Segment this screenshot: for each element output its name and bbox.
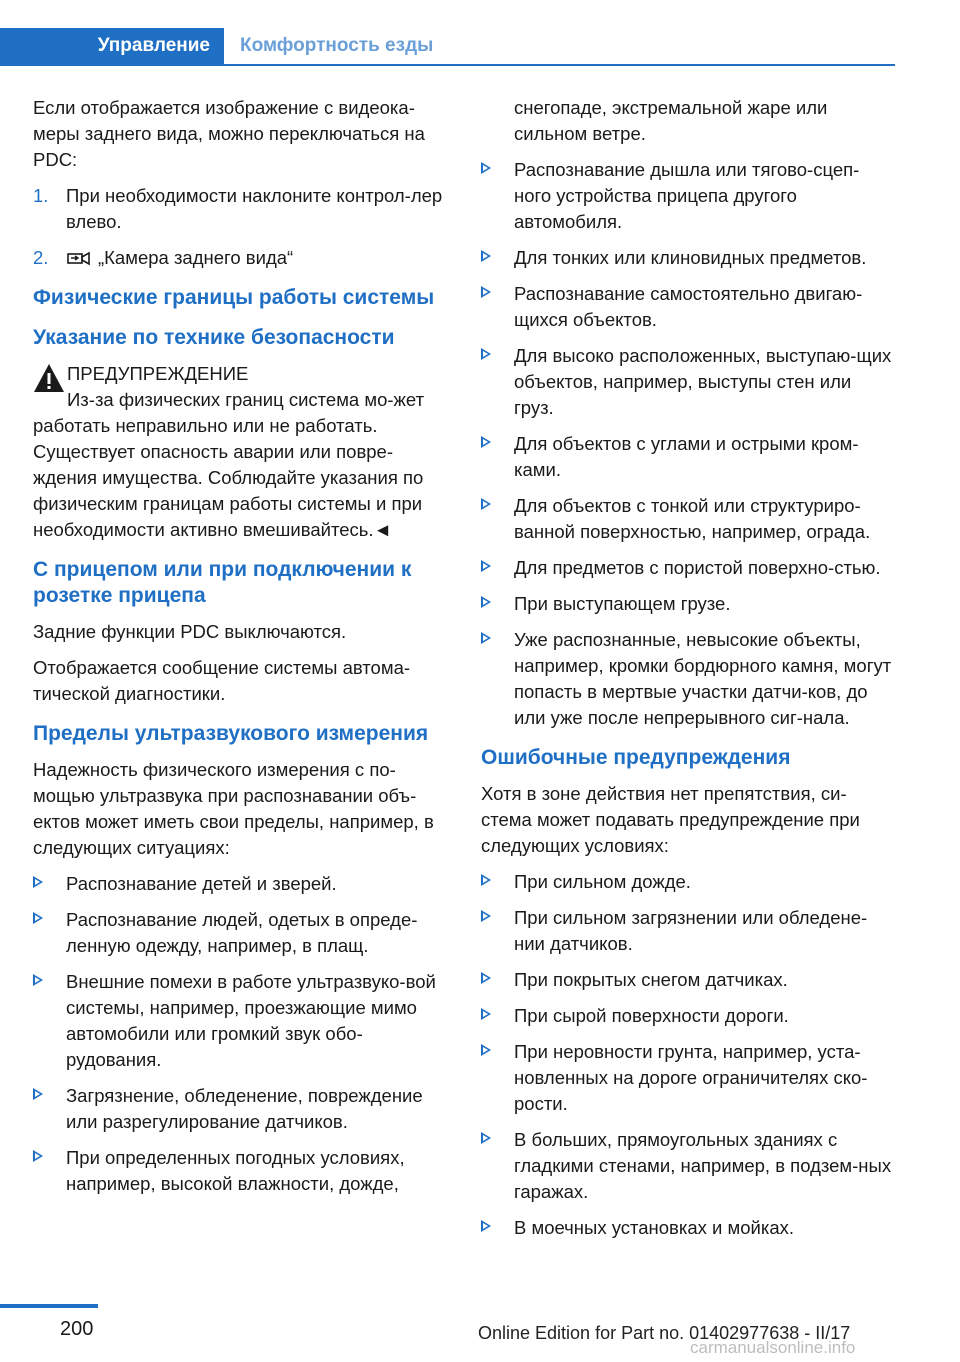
bullet-arrow-icon	[33, 912, 43, 924]
heading-safety: Указание по технике безопасности	[33, 326, 395, 349]
list-item	[481, 245, 896, 271]
bullet-arrow-icon	[481, 286, 491, 298]
list-item	[33, 1083, 448, 1135]
heading-trailer: С прицепом или при подключении к розетке прицепа	[33, 558, 412, 607]
list-item	[481, 555, 896, 581]
heading-false-warnings: Ошибочные предупреждения	[481, 746, 791, 769]
list-item	[33, 969, 448, 1073]
list-item	[481, 1003, 896, 1029]
tab-driving-comfort[interactable]: Комфортность езды	[240, 35, 434, 56]
footer-divider	[0, 1304, 98, 1308]
list-item-text: При покрытых снегом датчиках.	[514, 969, 788, 990]
continued-text: снегопаде, экстремальной жаре или сильном ветре.	[514, 97, 828, 144]
list-item-text: Загрязнение, обледенение, повреждение или разрегулирование датчиков.	[66, 1085, 423, 1132]
bullet-arrow-icon	[33, 876, 43, 888]
header-tabbar	[0, 28, 895, 66]
bullet-arrow-icon	[481, 972, 491, 984]
list-item-text: При неровности грунта, например, уста-новленных на дороге ограничителях ско-рости.	[514, 1041, 868, 1114]
bullet-arrow-icon	[481, 162, 491, 174]
list-item	[481, 1039, 896, 1117]
bullet-arrow-icon	[481, 498, 491, 510]
warning-triangle-icon	[33, 363, 65, 393]
right-column	[481, 95, 896, 1251]
list-item-text: Распознавание людей, одетых в опреде-ленную одежду, например, в плащ.	[66, 909, 418, 956]
bullet-arrow-icon	[481, 1008, 491, 1020]
list-item	[481, 157, 896, 235]
list-item	[481, 627, 896, 731]
bullet-arrow-icon	[481, 1132, 491, 1144]
list-item	[481, 431, 896, 483]
bullet-arrow-icon	[481, 1044, 491, 1056]
step-1	[33, 183, 448, 235]
list-item	[481, 905, 896, 957]
trailer-paragraph-2: Отображается сообщение системы автома-тической диагностики.	[33, 657, 411, 704]
list-item	[481, 493, 896, 545]
list-item-text: При сырой поверхности дороги.	[514, 1005, 789, 1026]
list-item-text: Для предметов с пористой поверхно-стью.	[514, 557, 881, 578]
bullet-arrow-icon	[481, 560, 491, 572]
list-item	[481, 1127, 896, 1205]
step-2	[33, 245, 448, 271]
list-item-text: Для высоко расположенных, выступаю-щих объектов, например, выступы стен или груз.	[514, 345, 892, 418]
step-text: „Камера заднего вида“	[98, 247, 294, 268]
heading-physical-limits: Физические границы работы системы	[33, 286, 435, 309]
bullet-arrow-icon	[481, 874, 491, 886]
page-number: 200	[60, 1318, 94, 1340]
list-item	[481, 591, 896, 617]
bullet-arrow-icon	[481, 1220, 491, 1232]
bullet-arrow-icon	[481, 348, 491, 360]
list-item-text: При определенных погодных условиях, например, высокой влажности, дожде,	[66, 1147, 405, 1194]
bullet-arrow-icon	[33, 974, 43, 986]
bullet-arrow-icon	[481, 436, 491, 448]
list-item-text: Распознавание дышла или тягово-сцеп-ного устройства прицепа другого автомобиля.	[514, 159, 860, 232]
bullet-arrow-icon	[481, 632, 491, 644]
bullet-arrow-icon	[33, 1088, 43, 1100]
list-item	[481, 343, 896, 421]
list-item	[33, 1145, 448, 1197]
step-number: 2.	[33, 247, 49, 268]
list-item-text: Распознавание самостоятельно двигаю-щихся объектов.	[514, 283, 863, 330]
ultrasonic-paragraph: Надежность физического измерения с по-мощью ультразвука при распознавании объ-ектов может иметь свои пределы, например, в следующих ситуациях:	[33, 759, 434, 858]
false-warnings-paragraph: Хотя в зоне действия нет препятствия, си-стема может подавать предупреждение при следующих условиях:	[481, 783, 860, 856]
warning-block	[33, 361, 448, 543]
list-item-text: При сильном загрязнении или обледене-нии датчиков.	[514, 907, 868, 954]
warning-title: ПРЕДУПРЕЖДЕНИЕ	[67, 363, 249, 384]
list-item-text: При выступающем грузе.	[514, 593, 731, 614]
watermark[interactable]: carmanualsonline.info	[690, 1338, 856, 1357]
trailer-paragraph-1: Задние функции PDC выключаются.	[33, 621, 347, 642]
list-item-text: Для объектов с углами и острыми кром-ками.	[514, 433, 859, 480]
list-item-text: В больших, прямоугольных зданиях с гладкими стенами, например, в подзем-ных гаражах.	[514, 1129, 892, 1202]
step-text: При необходимости наклоните контрол-лер влево.	[66, 185, 443, 232]
list-item-text: В моечных установках и мойках.	[514, 1217, 795, 1238]
bullet-arrow-icon	[481, 250, 491, 262]
list-item	[33, 871, 448, 897]
heading-ultrasonic-limits: Пределы ультразвукового измерения	[33, 722, 429, 745]
intro-paragraph: Если отображается изображение с видеока-меры заднего вида, можно переключаться на PDC:	[33, 97, 425, 170]
list-item-text: Для объектов с тонкой или структуриро-ванной поверхностью, например, ограда.	[514, 495, 871, 542]
list-item-text: При сильном дожде.	[514, 871, 691, 892]
warning-text: Из-за физических границ система мо-жет работать неправильно или не работать. Существует опасность аварии или повре-ждения имущества. Соблюдайте указания по физическим границам работы системы и при необходимости активно вмешивайтесь.◄	[33, 389, 425, 540]
list-item	[481, 1215, 896, 1241]
list-item-text: Для тонких или клиновидных предметов.	[514, 247, 867, 268]
list-item	[481, 281, 896, 333]
bullet-arrow-icon	[481, 596, 491, 608]
step-number: 1.	[33, 185, 49, 206]
rear-camera-icon	[66, 250, 92, 266]
list-item	[33, 907, 448, 959]
list-item	[481, 869, 896, 895]
list-item	[481, 967, 896, 993]
edition-note: Online Edition for Part no. 01402977638 - II/17	[478, 1323, 851, 1343]
left-column	[33, 95, 448, 1207]
list-item-text: Уже распознанные, невысокие объекты, например, кромки бордюрного камня, могут попасть в мертвые участки датчи-ков, до или уже после непрерывного сиг-нала.	[514, 629, 892, 728]
list-item-text: Внешние помехи в работе ультразвуко-вой системы, например, проезжающие мимо автомобили или громкий звук обо-рудования.	[66, 971, 436, 1070]
tab-control[interactable]: Управление	[0, 28, 224, 64]
list-item-text: Распознавание детей и зверей.	[66, 873, 337, 894]
bullet-arrow-icon	[33, 1150, 43, 1162]
bullet-arrow-icon	[481, 910, 491, 922]
